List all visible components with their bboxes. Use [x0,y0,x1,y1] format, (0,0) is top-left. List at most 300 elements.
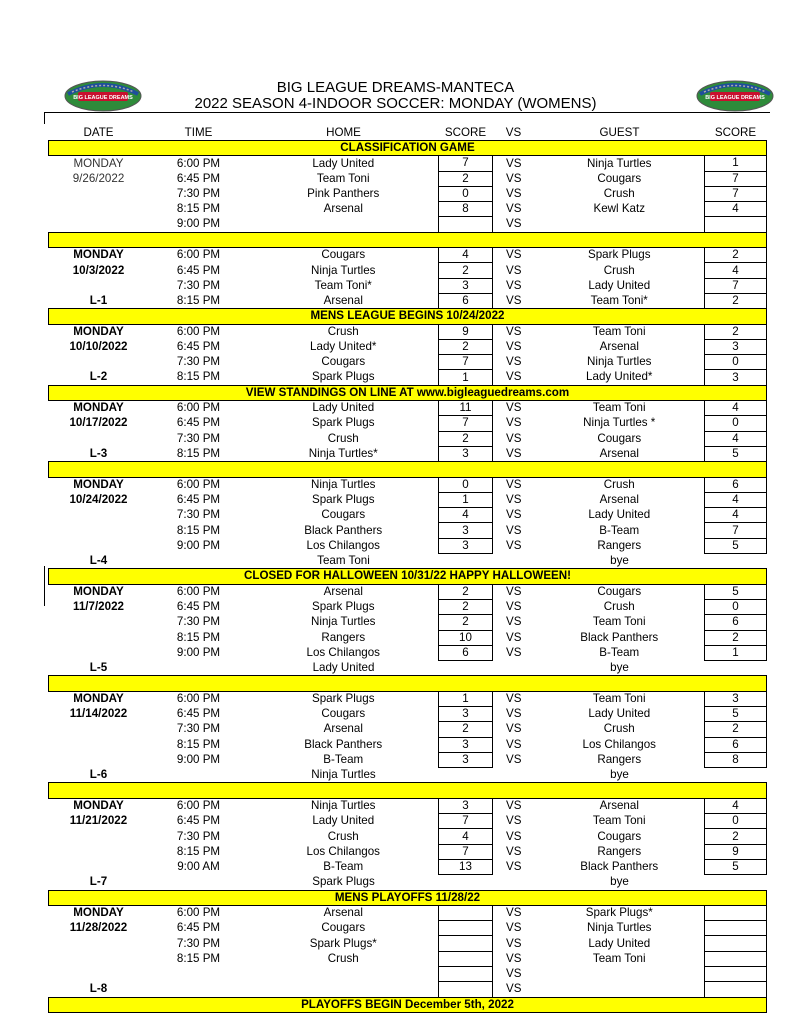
home-score [439,768,493,783]
game-time: 7:30 PM [176,278,221,292]
game-time: 6:00 PM [176,248,221,262]
guest-score: 5 [705,538,767,553]
game-row [49,951,767,966]
game-time [149,768,249,783]
banner-text: MENS LEAGUE BEGINS 10/24/2022 [49,309,767,324]
home-team: Team Toni [316,171,370,185]
home-team: Arsenal [323,906,363,920]
date-cell [49,278,149,293]
week-league-label: L-6 [89,768,108,782]
column-header-row [49,126,767,141]
home-score: 3 [439,538,493,553]
banner-row [49,141,767,156]
guest-team: Ninja Turtles [587,355,652,369]
date-cell [49,355,149,370]
guest-team: Rangers [597,538,642,552]
guest-team: Ninja Turtles [587,156,652,170]
guest-score: 4 [705,492,767,507]
week-day: MONDAY [73,906,124,920]
home-team: Arsenal [323,722,363,736]
game-row [49,355,767,370]
guest-team: Lady United [588,278,651,292]
guest-score: 0 [705,599,767,614]
spacer-cell [49,783,767,798]
vs-label: VS [506,446,522,460]
game-row [49,293,767,308]
home-score: 3 [439,752,493,767]
game-time: 8:15 PM [176,293,221,307]
game-time [149,554,249,569]
vs-label: VS [506,921,522,935]
game-row [49,171,767,186]
home-score: 1 [439,691,493,706]
vs-label: VS [506,370,522,384]
home-team: Black Panthers [304,737,383,751]
game-row [49,798,767,813]
guest-score [705,951,767,966]
vs-label: VS [506,645,522,659]
game-time: 9:00 PM [176,753,221,767]
guest-team: Spark Plugs [587,248,651,262]
game-row [49,217,767,232]
game-row [49,615,767,630]
home-team: Crush [327,829,359,843]
vs-label: VS [506,278,522,292]
home-score: 2 [439,722,493,737]
home-team: Spark Plugs [311,692,375,706]
home-team: Cougars [321,921,366,935]
guest-team: Cougars [597,829,642,843]
home-team: Crush [327,431,359,445]
guest-score: 0 [705,814,767,829]
game-time: 7:30 PM [176,615,221,629]
home-score: 9 [439,324,493,339]
game-row [49,446,767,461]
col-header-home-score: SCORE [439,126,493,141]
banner-row [49,385,767,400]
guest-team: B-Team [599,523,640,537]
week-date: 11/14/2022 [69,707,128,721]
col-header-date: DATE [49,126,149,141]
game-time: 8:15 PM [176,844,221,858]
week-date: 11/28/2022 [69,921,128,935]
game-time: 7:30 PM [176,722,221,736]
guest-team: Arsenal [599,492,639,506]
week-date: 10/24/2022 [69,492,128,506]
game-time [149,875,249,890]
guest-score: 3 [705,691,767,706]
home-team: Ninja Turtles* [308,446,378,460]
home-team [249,217,439,232]
guest-score: 2 [705,248,767,263]
game-row [49,156,767,171]
vs-label [493,661,535,676]
game-row [49,645,767,660]
guest-score [705,875,767,890]
game-row [49,278,767,293]
logo-left-text: BIG LEAGUE DREAMS [73,95,133,101]
date-cell [49,508,149,523]
week-date: 11/7/2022 [73,600,124,614]
home-team: Lady United [312,401,375,415]
guest-team: Team Toni [592,814,646,828]
home-score: 4 [439,829,493,844]
home-score [439,905,493,920]
banner-row [49,569,767,584]
vs-label: VS [506,692,522,706]
game-row [49,370,767,385]
home-team: Los Chilangos [306,844,380,858]
home-score: 6 [439,645,493,660]
game-time: 7:30 PM [176,431,221,445]
date-cell [49,615,149,630]
guest-team: Crush [603,187,635,201]
home-team: Team Toni* [314,278,372,292]
vs-label: VS [506,355,522,369]
home-score [439,982,493,997]
spacer-row [49,676,767,691]
vs-label: VS [506,523,522,537]
week-day: MONDAY [73,401,124,415]
home-score: 2 [439,615,493,630]
home-team: Cougars [321,355,366,369]
week-day: MONDAY [73,156,124,170]
game-row [49,905,767,920]
vs-label: VS [506,630,522,644]
date-cell [49,538,149,553]
game-row [49,554,767,569]
week-league-label: L-4 [89,553,108,567]
home-score: 1 [439,492,493,507]
guest-team: Lady United [588,707,651,721]
guest-score: 2 [705,293,767,308]
week-day: MONDAY [73,248,124,262]
week-day: MONDAY [73,799,124,813]
home-score: 7 [439,844,493,859]
banner-text: CLASSIFICATION GAME [49,141,767,156]
home-team: Ninja Turtles [311,768,376,782]
game-row [49,263,767,278]
home-team: Ninja Turtles [311,615,376,629]
home-score: 2 [439,599,493,614]
home-team: B-Team [323,860,364,874]
game-row [49,936,767,951]
vs-label [493,554,535,569]
date-cell [49,844,149,859]
game-time: 6:00 PM [176,692,221,706]
home-team: Los Chilangos [306,538,380,552]
vs-label: VS [506,860,522,874]
game-time: 6:00 PM [176,477,221,491]
vs-label: VS [506,202,522,216]
home-team: Lady United* [310,340,377,353]
home-team: Ninja Turtles [311,799,376,813]
guest-score: 5 [705,859,767,874]
game-time: 8:15 PM [176,202,221,216]
home-team: Spark Plugs [311,370,375,384]
spacer-cell [49,676,767,691]
banner-text: MENS PLAYOFFS 11/28/22 [49,890,767,905]
guest-score: 7 [705,171,767,186]
guest-team: Arsenal [599,799,639,813]
game-time: 9:00 AM [177,860,220,874]
guest-score: 6 [705,615,767,630]
game-row [49,508,767,523]
game-row [49,814,767,829]
date-cell [49,202,149,217]
vs-label: VS [506,171,522,185]
home-score: 2 [439,171,493,186]
guest-team: Team Toni [592,951,646,965]
home-team: Spark Plugs* [309,936,377,950]
guest-score: 5 [705,584,767,599]
vs-label: VS [506,615,522,629]
game-row [49,737,767,752]
vs-label: VS [506,217,522,231]
home-team: Pink Panthers [307,187,380,201]
home-score: 2 [439,263,493,278]
game-time: 6:45 PM [176,263,221,277]
home-team [249,967,439,982]
vs-label [493,875,535,890]
week-date: 11/21/2022 [69,814,128,828]
home-score: 3 [439,523,493,538]
vs-label: VS [506,844,522,858]
date-cell [49,951,149,966]
game-row [49,706,767,721]
banner-text: PLAYOFFS BEGIN December 5th, 2022 [49,997,767,1012]
vs-label: VS [506,814,522,828]
col-header-time: TIME [149,126,249,141]
game-row [49,339,767,354]
col-header-guest-score: SCORE [705,126,767,141]
game-time [149,967,249,982]
guest-team: Rangers [597,753,642,767]
guest-score: 4 [705,798,767,813]
game-row [49,477,767,492]
guest-team: Arsenal [599,340,639,353]
game-row [49,202,767,217]
guest-team: Lady United* [586,370,653,384]
guest-score [705,936,767,951]
vs-label: VS [506,416,522,430]
guest-team: bye [610,553,629,567]
guest-team: Team Toni [592,401,646,415]
date-cell [49,186,149,201]
home-team: Team Toni [317,553,370,567]
game-time: 6:45 PM [176,492,221,506]
date-cell [49,217,149,232]
guest-team: Los Chilangos [582,737,656,751]
week-league-label: L-1 [89,293,108,307]
date-cell [49,859,149,874]
guest-score [705,982,767,997]
home-score: 6 [439,293,493,308]
date-cell [49,431,149,446]
guest-score: 6 [705,477,767,492]
guest-team: Cougars [597,171,642,185]
week-league-label: L-7 [89,875,108,889]
guest-score [705,554,767,569]
vs-label: VS [506,799,522,813]
spacer-row [49,783,767,798]
game-row [49,630,767,645]
home-team: Rangers [321,630,366,644]
logo-right-text: BIG LEAGUE DREAMS [705,95,765,101]
game-row [49,186,767,201]
game-time: 7:30 PM [176,187,221,201]
game-time: 8:15 PM [176,737,221,751]
game-time: 6:00 PM [176,156,221,170]
home-team: Cougars [321,508,366,522]
guest-team: bye [610,875,629,889]
game-row [49,722,767,737]
week-date: 10/17/2022 [69,416,128,430]
vs-label: VS [506,722,522,736]
game-row [49,248,767,263]
guest-team: Black Panthers [580,630,659,644]
guest-score: 1 [705,645,767,660]
home-score [439,951,493,966]
vs-label: VS [506,187,522,201]
guest-team: Crush [603,722,635,736]
guest-team: bye [610,768,629,782]
game-time: 6:45 PM [176,340,221,353]
vs-label: VS [506,263,522,277]
game-time: 6:00 PM [176,906,221,920]
home-score: 3 [439,446,493,461]
home-score: 2 [439,339,493,354]
home-score: 3 [439,737,493,752]
game-time: 7:30 PM [176,936,221,950]
banner-row [49,890,767,905]
game-time: 6:00 PM [176,324,221,338]
guest-team: Team Toni [592,692,646,706]
week-date: 9/26/2022 [72,171,125,185]
vs-label: VS [506,508,522,522]
game-row [49,599,767,614]
guest-score [705,921,767,936]
vs-label: VS [506,906,522,920]
home-score: 3 [439,278,493,293]
side-rule [44,566,45,606]
game-time: 6:00 PM [176,799,221,813]
game-time [149,982,249,997]
home-score: 10 [439,630,493,645]
guest-score: 7 [705,278,767,293]
guest-team: Cougars [597,585,642,598]
week-day: MONDAY [73,324,124,338]
vs-label: VS [506,982,522,996]
home-score [439,921,493,936]
page-subtitle: 2022 SEASON 4-INDOOR SOCCER: MONDAY (WOMENS) [194,95,597,112]
game-row [49,967,767,982]
spacer-cell [49,462,767,477]
guest-team: Cougars [597,431,642,445]
game-time: 6:00 PM [176,585,221,598]
guest-team: Ninja Turtles * [583,416,656,430]
date-cell [49,737,149,752]
guest-score: 4 [705,431,767,446]
home-score: 2 [439,584,493,599]
guest-score [705,217,767,232]
vs-label: VS [506,401,522,415]
vs-label [493,768,535,783]
game-time: 8:15 PM [176,951,221,965]
guest-score: 2 [705,722,767,737]
game-row [49,921,767,936]
spacer-row [49,462,767,477]
banner-row [49,309,767,324]
date-cell [49,722,149,737]
home-team: Spark Plugs [311,492,375,506]
home-score: 7 [439,156,493,171]
vs-label: VS [506,600,522,614]
guest-team: Ninja Turtles [587,921,652,935]
game-row [49,752,767,767]
home-team: Arsenal [323,202,363,216]
game-row [49,875,767,890]
header-left-rule [44,112,45,124]
game-time: 6:45 PM [176,600,221,614]
vs-label: VS [506,585,522,598]
spacer-row [49,232,767,247]
game-time: 6:45 PM [176,707,221,721]
date-cell [49,630,149,645]
guest-score [705,768,767,783]
home-team: Lady United [312,156,375,170]
vs-label: VS [506,156,522,170]
week-league-label: L-2 [89,370,108,384]
home-score: 7 [439,814,493,829]
guest-score: 7 [705,523,767,538]
home-score: 1 [439,370,493,385]
home-team: Crush [327,324,359,338]
game-time: 8:15 PM [176,370,221,384]
guest-score: 1 [705,156,767,171]
guest-team: Kewl Katz [593,202,646,216]
guest-team [535,217,705,232]
guest-team: Lady United [588,508,651,522]
game-row [49,492,767,507]
home-team: Ninja Turtles [311,263,376,277]
guest-score: 2 [705,324,767,339]
home-score [439,661,493,676]
home-team: Arsenal [323,293,363,307]
guest-team: Spark Plugs* [585,906,653,920]
game-row [49,844,767,859]
banner-text: CLOSED FOR HALLOWEEN 10/31/22 HAPPY HALLOWEEN! [49,569,767,584]
game-row [49,324,767,339]
guest-team: B-Team [599,645,640,659]
guest-score: 6 [705,737,767,752]
home-team: Lady United [312,660,375,674]
col-header-vs: VS [493,126,535,141]
vs-label: VS [506,293,522,307]
guest-score: 0 [705,416,767,431]
game-time: 6:45 PM [176,171,221,185]
home-score: 0 [439,477,493,492]
vs-label: VS [506,324,522,338]
home-team: Black Panthers [304,523,383,537]
game-row [49,584,767,599]
banner-row [49,997,767,1012]
week-day: MONDAY [73,585,124,598]
game-time: 7:30 PM [176,829,221,843]
guest-score: 3 [705,339,767,354]
guest-team: Team Toni [592,615,646,629]
guest-score: 7 [705,186,767,201]
